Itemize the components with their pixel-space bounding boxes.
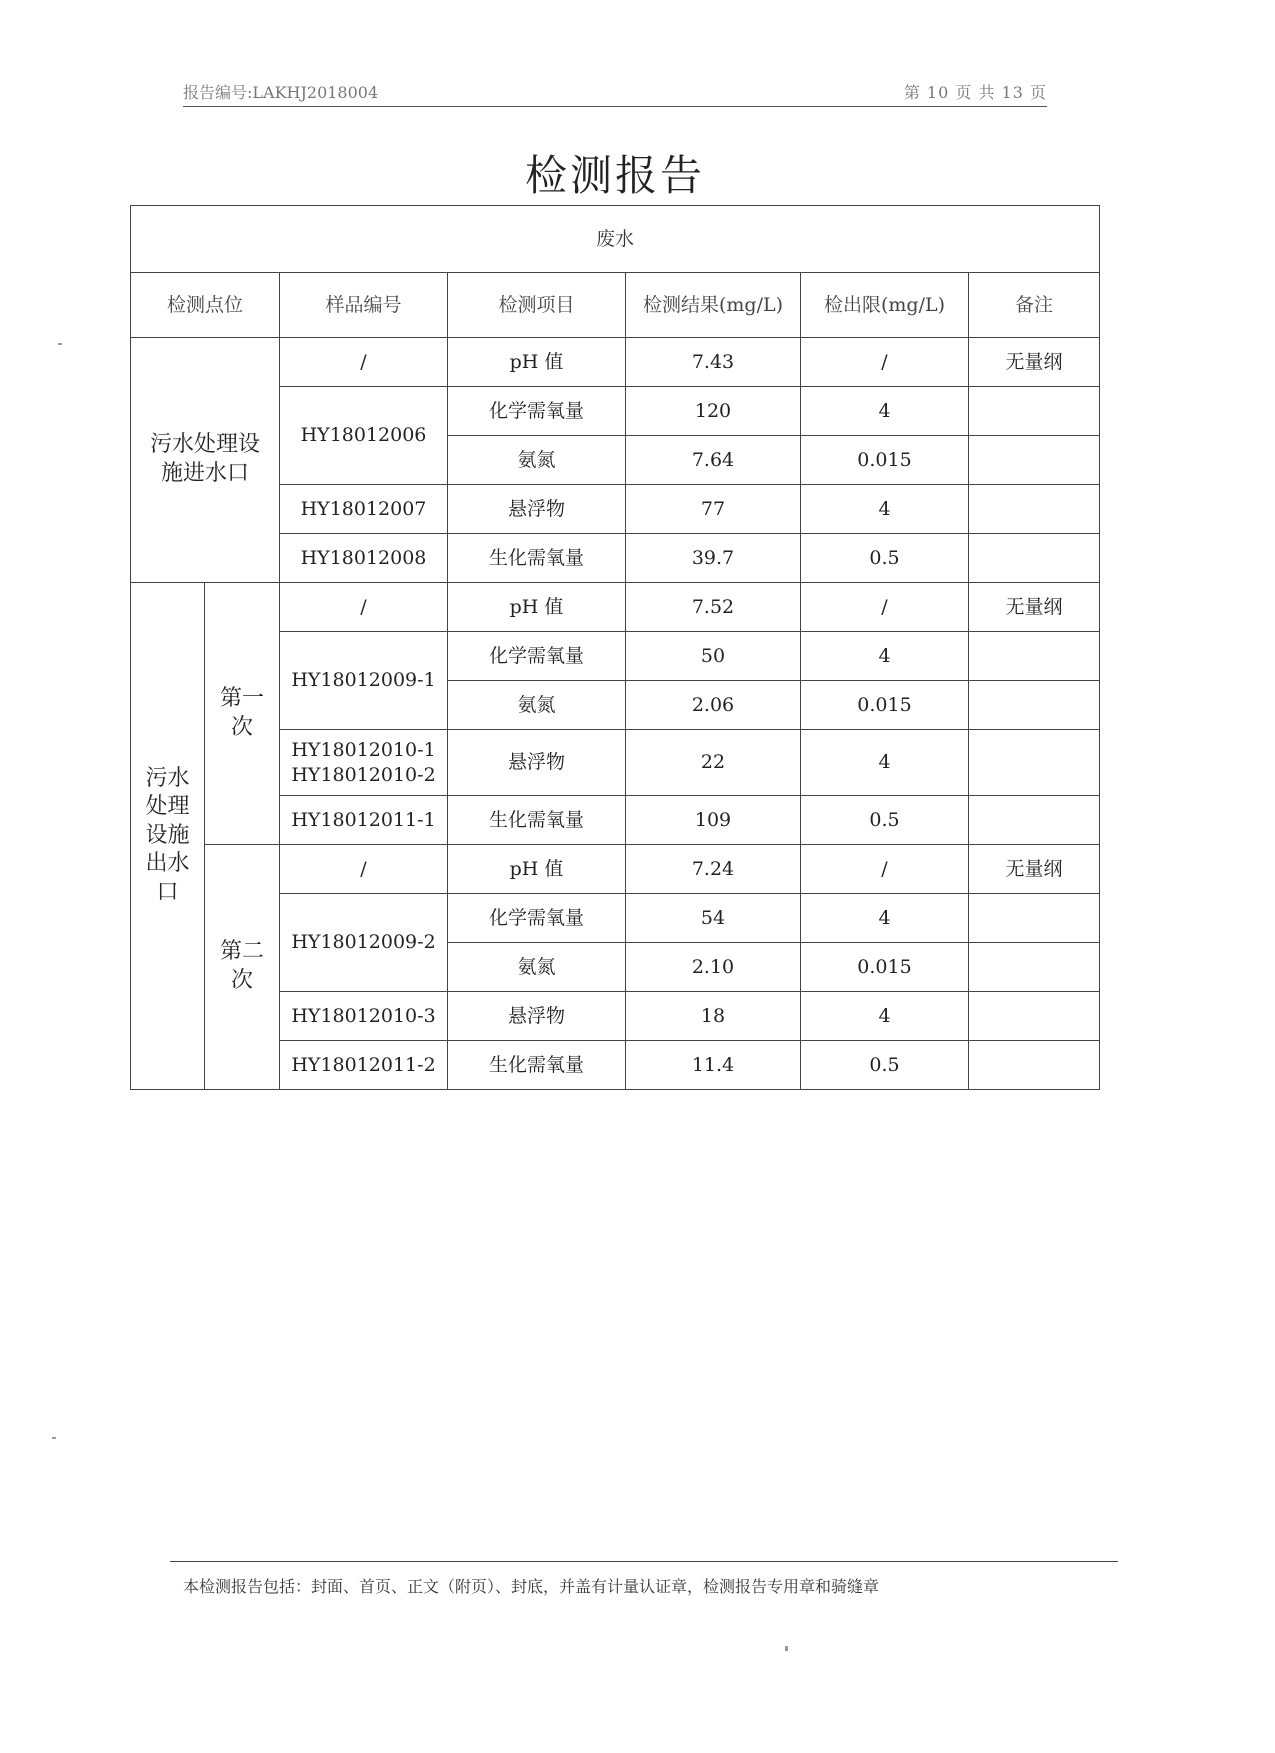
item-cell: 悬浮物: [448, 485, 626, 534]
result-cell: 50: [626, 632, 801, 681]
limit-cell: 4: [801, 485, 969, 534]
limit-cell: 0.5: [801, 796, 969, 845]
scan-speck: [52, 1437, 56, 1439]
note-cell: [969, 485, 1100, 534]
sample-cell: HY18012011-1: [280, 796, 448, 845]
round-1-label: 第一 次: [205, 583, 280, 845]
result-cell: 7.24: [626, 845, 801, 894]
limit-cell: 0.5: [801, 534, 969, 583]
result-cell: 7.52: [626, 583, 801, 632]
header-row: [131, 273, 1100, 338]
category-row: [131, 206, 1100, 273]
sample-cell: HY18012006: [280, 387, 448, 485]
site-inlet: 污水处理设 施进水口: [131, 338, 280, 583]
note-cell: [969, 1041, 1100, 1090]
page-info: 第 10 页 共 13 页: [903, 83, 1047, 102]
category-cell: 废水: [131, 206, 1100, 273]
result-cell: 109: [626, 796, 801, 845]
sample-cell: /: [280, 583, 448, 632]
item-cell: 化学需氧量: [448, 387, 626, 436]
result-cell: 2.06: [626, 681, 801, 730]
note-cell: [969, 632, 1100, 681]
round-2-label: 第二 次: [205, 845, 280, 1090]
item-cell: 悬浮物: [448, 730, 626, 796]
note-cell: [969, 436, 1100, 485]
item-cell: 生化需氧量: [448, 534, 626, 583]
footer-note: 本检测报告包括：封面、首页、正文（附页）、封底，并盖有计量认证章，检测报告专用章和骑缝章: [183, 1577, 880, 1596]
item-cell: 生化需氧量: [448, 1041, 626, 1090]
limit-cell: 4: [801, 387, 969, 436]
scan-speck: [785, 1646, 788, 1651]
footer-divider: [170, 1561, 1118, 1562]
item-cell: 氨氮: [448, 681, 626, 730]
limit-cell: 0.015: [801, 436, 969, 485]
result-cell: 2.10: [626, 943, 801, 992]
note-cell: 无量纲: [969, 583, 1100, 632]
sample-cell: HY18012009-1: [280, 632, 448, 730]
sample-cell: /: [280, 338, 448, 387]
note-cell: [969, 894, 1100, 943]
limit-cell: 0.015: [801, 943, 969, 992]
limit-cell: 0.015: [801, 681, 969, 730]
result-cell: 120: [626, 387, 801, 436]
table-row: [131, 338, 1100, 387]
result-cell: 54: [626, 894, 801, 943]
item-cell: pH 值: [448, 583, 626, 632]
item-cell: 氨氮: [448, 943, 626, 992]
item-cell: pH 值: [448, 845, 626, 894]
sample-cell: HY18012007: [280, 485, 448, 534]
note-cell: [969, 387, 1100, 436]
result-cell: 77: [626, 485, 801, 534]
note-cell: 无量纲: [969, 845, 1100, 894]
limit-cell: 4: [801, 730, 969, 796]
col-header-result: 检测结果(mg/L): [626, 273, 801, 338]
result-cell: 7.64: [626, 436, 801, 485]
limit-cell: /: [801, 338, 969, 387]
item-cell: 化学需氧量: [448, 894, 626, 943]
item-cell: 悬浮物: [448, 992, 626, 1041]
item-cell: 氨氮: [448, 436, 626, 485]
col-header-sample: 样品编号: [280, 273, 448, 338]
note-cell: [969, 943, 1100, 992]
col-header-note: 备注: [969, 273, 1100, 338]
limit-cell: 0.5: [801, 1041, 969, 1090]
results-table: [130, 205, 1100, 1090]
sample-cell: HY18012010-3: [280, 992, 448, 1041]
item-cell: pH 值: [448, 338, 626, 387]
col-header-item: 检测项目: [448, 273, 626, 338]
table-row: [131, 845, 1100, 894]
limit-cell: /: [801, 583, 969, 632]
note-cell: [969, 681, 1100, 730]
page-title: 检测报告: [524, 151, 705, 200]
limit-cell: /: [801, 845, 969, 894]
limit-cell: 4: [801, 632, 969, 681]
report-number: 报告编号:LAKHJ2018004: [183, 83, 379, 102]
result-cell: 7.43: [626, 338, 801, 387]
note-cell: 无量纲: [969, 338, 1100, 387]
sample-cell: HY18012011-2: [280, 1041, 448, 1090]
result-cell: 39.7: [626, 534, 801, 583]
page-header: [183, 78, 1047, 107]
note-cell: [969, 730, 1100, 796]
limit-cell: 4: [801, 894, 969, 943]
sample-cell: HY18012010-1 HY18012010-2: [280, 730, 448, 796]
sample-cell: HY18012009-2: [280, 894, 448, 992]
result-cell: 22: [626, 730, 801, 796]
note-cell: [969, 534, 1100, 583]
result-cell: 18: [626, 992, 801, 1041]
note-cell: [969, 796, 1100, 845]
note-cell: [969, 992, 1100, 1041]
table-row: [131, 583, 1100, 632]
col-header-limit: 检出限(mg/L): [801, 273, 969, 338]
sample-cell: /: [280, 845, 448, 894]
result-cell: 11.4: [626, 1041, 801, 1090]
item-cell: 化学需氧量: [448, 632, 626, 681]
site-outlet: 污水 处理 设施 出水 口: [131, 583, 205, 1090]
sample-cell: HY18012008: [280, 534, 448, 583]
limit-cell: 4: [801, 992, 969, 1041]
item-cell: 生化需氧量: [448, 796, 626, 845]
scan-speck: [58, 343, 62, 345]
col-header-site: 检测点位: [131, 273, 280, 338]
